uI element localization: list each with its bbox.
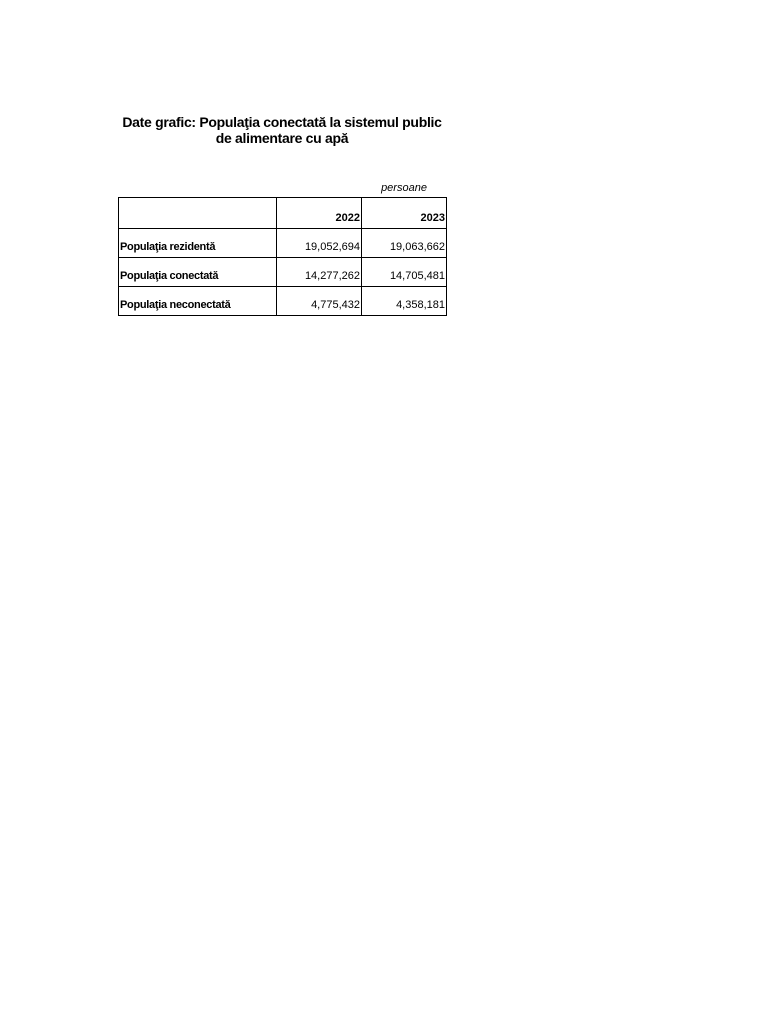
title-line-2: de alimentare cu apă <box>215 130 349 146</box>
corner-cell <box>119 198 277 229</box>
unit-label: persoane <box>381 182 427 194</box>
column-header-2022: 2022 <box>277 198 362 229</box>
row-label: Populaţia conectată <box>119 258 277 287</box>
cell-value: 19,063,662 <box>362 229 447 258</box>
page-title <box>118 114 446 146</box>
cell-value: 14,705,481 <box>362 258 447 287</box>
row-label: Populaţia rezidentă <box>119 229 277 258</box>
table-row <box>119 229 447 258</box>
table-row <box>119 258 447 287</box>
table-row <box>119 287 447 316</box>
row-label: Populaţia neconectată <box>119 287 277 316</box>
column-header-2023: 2023 <box>362 198 447 229</box>
cell-value: 19,052,694 <box>277 229 362 258</box>
data-table <box>118 197 447 316</box>
table-header-row <box>119 198 447 229</box>
cell-value: 4,775,432 <box>277 287 362 316</box>
cell-value: 4,358,181 <box>362 287 447 316</box>
cell-value: 14,277,262 <box>277 258 362 287</box>
title-line-1: Date grafic: Populaţia conectată la sistemul public <box>122 114 442 130</box>
